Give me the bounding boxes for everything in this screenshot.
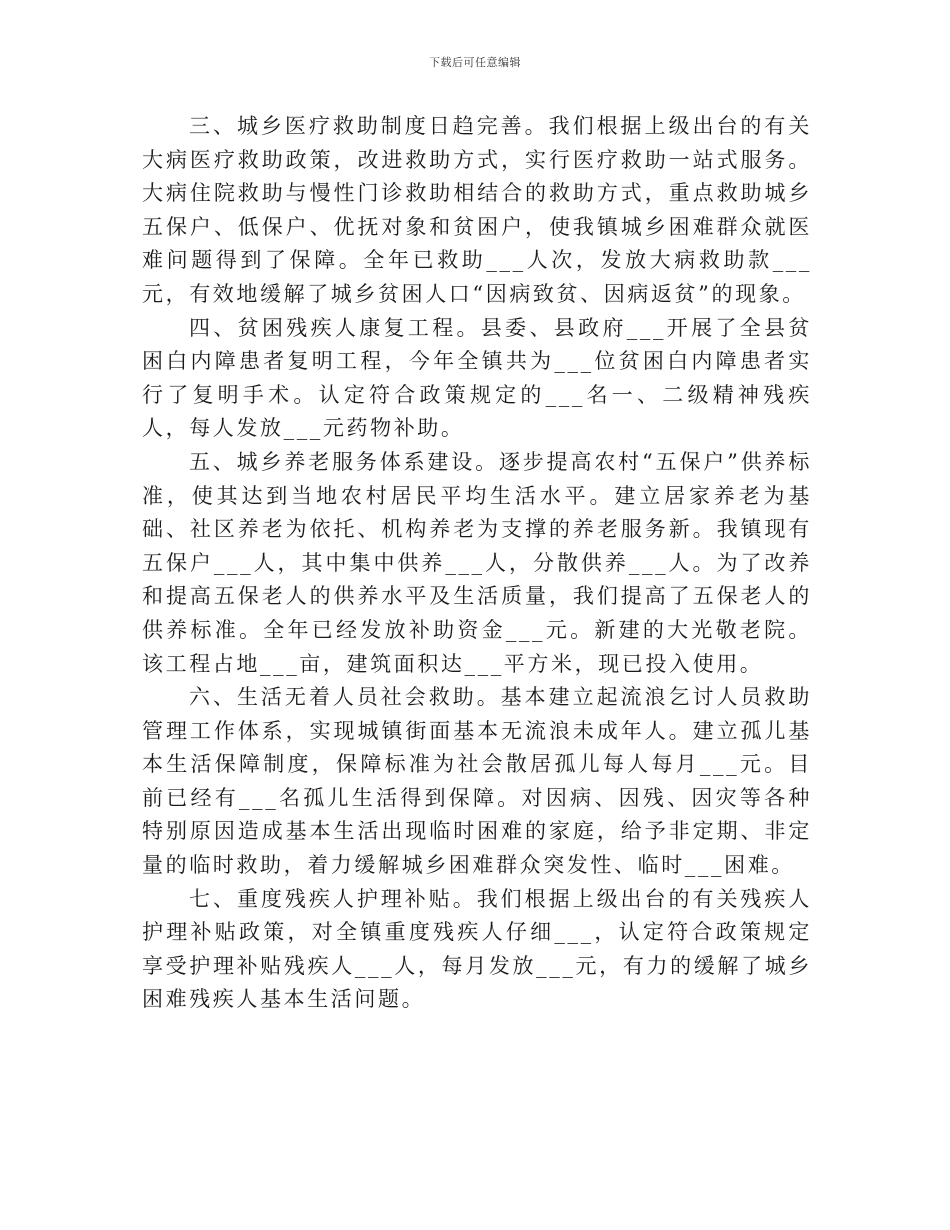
paragraph-nursing-subsidy: 七、重度残疾人护理补贴。我们根据上级出台的有关残疾人护理补贴政策，对全镇重度残疾人仔细___，认定符合政策规定享受护理补贴残疾人___人，每月发放___元，有力的缓解了城乡困难残疾人基本生活问题。	[142, 886, 812, 1012]
paragraph-medical-aid: 三、城乡医疗救助制度日趋完善。我们根据上级出台的有关大病医疗救助政策，改进救助方式，实行医疗救助一站式服务。大病住院救助与慢性门诊救助相结合的救助方式，重点救助城乡五保户、低保户、优抚对象和贫困户，使我镇城乡困难群众就医难问题得到了保障。全年已救助___人次，发放大病救助款___元，有效地缓解了城乡贫困人口“因病致贫、因病返贫”的现象。	[142, 114, 812, 306]
page-header: 下载后可任意编辑	[429, 56, 521, 69]
paragraph-social-relief: 六、生活无着人员社会救助。基本建立起流浪乞讨人员救助管理工作体系，实现城镇街面基本无流浪未成年人。建立孤儿基本生活保障制度，保障标准为社会散居孤儿每人每月___元。目前已经有___名孤儿生活得到保障。对因病、因残、因灾等各种特别原因造成基本生活出现临时困难的家庭，给予非定期、非定量的临时救助，着力缓解城乡困难群众突发性、临时___困难。	[142, 685, 812, 878]
document-body	[142, 110, 812, 1017]
paragraph-disabled-rehabilitation: 四、贫困残疾人康复工程。县委、县政府___开展了全县贫困白内障患者复明工程，今年全镇共为___位贫困白内障患者实行了复明手术。认定符合政策规定的___名一、二级精神残疾人，每人发放___元药物补助。	[142, 315, 812, 441]
paragraph-elderly-care: 五、城乡养老服务体系建设。逐步提高农村“五保户”供养标准，使其达到当地农村居民平均生活水平。建立居家养老为基础、社区养老为依托、机构养老为支撑的养老服务新。我镇现有五保户___人，其中集中供养___人，分散供养___人。为了改养和提高五保老人的供养水平及生活质量，我们提高了五保老人的供养标准。全年已经发放补助资金___元。新建的大光敬老院。该工程占地___亩，建筑面积达___平方米，现已投入使用。	[142, 449, 812, 676]
